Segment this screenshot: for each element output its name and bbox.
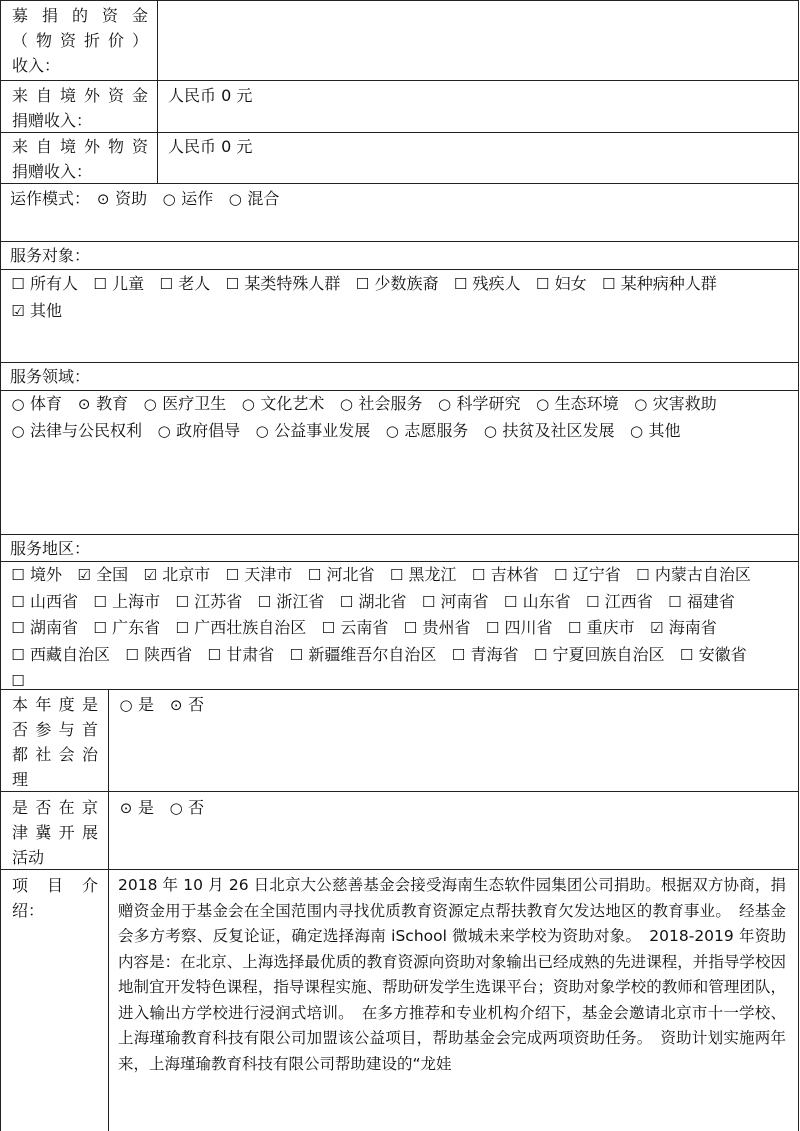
checkbox-label: 西藏自治区 <box>30 644 111 664</box>
checkbox-icon: ☐ <box>11 645 25 664</box>
checkbox-label: 河南省 <box>440 591 489 611</box>
jingjinji-options <box>118 795 778 822</box>
checkbox-option[interactable] <box>10 671 30 690</box>
radio-option[interactable] <box>535 394 619 413</box>
checkbox-icon: ☐ <box>567 619 582 637</box>
checkbox-label: 吉林省 <box>490 565 539 584</box>
radio-icon: ○ <box>119 696 133 714</box>
radio-selected-icon: ⊙ <box>169 696 183 714</box>
jingjinji-label: 是否在京 津冀开展 活动 <box>12 798 98 867</box>
row-divider <box>0 241 799 242</box>
checkbox-label: 妇女 <box>554 274 587 293</box>
radio-icon: ○ <box>228 190 242 208</box>
radio-icon: ○ <box>169 799 183 817</box>
capital-governance-label: 本年度是 否参与首 都社会治 理 <box>12 695 98 789</box>
checkbox-label: 安徽省 <box>698 644 747 664</box>
checkbox-option[interactable] <box>256 592 324 611</box>
checkbox-icon: ☐ <box>93 619 107 637</box>
radio-label: 政府倡导 <box>176 420 241 440</box>
checkbox-option[interactable] <box>503 592 571 611</box>
checkbox-label: 江苏省 <box>194 591 243 611</box>
radio-label: 生态环境 <box>554 394 619 413</box>
checkbox-icon: ☐ <box>257 592 272 611</box>
radio-label: 志愿服务 <box>404 420 469 440</box>
radio-label: 教育 <box>96 394 129 413</box>
checkbox-label: 天津市 <box>244 565 293 584</box>
radio-option[interactable] <box>437 394 521 413</box>
row-divider <box>0 362 799 363</box>
checkbox-label: 湖北省 <box>358 591 407 611</box>
checkbox-icon: ☐ <box>11 672 25 690</box>
radio-icon: ○ <box>143 395 157 413</box>
checkbox-option[interactable] <box>288 645 436 664</box>
checkbox-icon: ☐ <box>11 592 25 611</box>
table-border-top <box>0 0 799 1</box>
checkbox-icon: ☐ <box>679 645 694 664</box>
checkbox-option[interactable] <box>567 618 635 637</box>
checkbox-icon: ☐ <box>403 619 418 637</box>
checkbox-icon: ☐ <box>471 566 486 584</box>
checkbox-label: 青海省 <box>470 644 519 664</box>
checkbox-icon: ☐ <box>533 645 548 664</box>
checkbox-icon: ☐ <box>125 645 139 664</box>
radio-icon: ○ <box>438 395 452 413</box>
radio-option[interactable] <box>142 394 226 413</box>
checkbox-label: 浙江省 <box>276 591 325 611</box>
checkbox-option[interactable] <box>421 592 489 611</box>
checkbox-icon: ☐ <box>535 275 550 293</box>
column-divider <box>157 0 158 183</box>
radio-option[interactable] <box>254 421 370 440</box>
checkbox-icon: ☐ <box>11 619 25 637</box>
radio-checked-icon: ⊙ <box>77 395 91 413</box>
checkbox-label: 新疆维吾尔自治区 <box>308 644 437 664</box>
service-region-options <box>10 562 788 695</box>
row-divider <box>0 534 799 535</box>
checkbox-label: 北京市 <box>162 565 211 584</box>
radio-option[interactable]: ⊙ 是 <box>118 798 154 817</box>
radio-label: 扶贫及社区发展 <box>502 420 615 440</box>
checkbox-option[interactable] <box>224 274 340 293</box>
checkbox-icon: ☐ <box>451 645 466 664</box>
checkbox-icon: ☐ <box>307 566 322 584</box>
row-divider <box>0 269 799 270</box>
checkbox-option[interactable] <box>338 592 406 611</box>
checkbox-label: 境外 <box>30 565 63 584</box>
checkbox-option[interactable] <box>124 645 192 664</box>
radio-option[interactable] <box>633 394 717 413</box>
radio-selected-icon: ⊙ <box>96 190 110 208</box>
foreign-goods-value: 人民币 0 元 <box>168 137 253 156</box>
checkbox-label: 残疾人 <box>472 274 521 293</box>
radio-option[interactable]: ○ 运作 <box>161 189 213 208</box>
radio-label: 灾害救助 <box>652 394 717 413</box>
checkbox-label: 黑龙江 <box>408 565 457 584</box>
radio-icon: ○ <box>634 395 648 413</box>
radio-label: 体育 <box>30 394 63 413</box>
radio-option[interactable] <box>384 421 468 440</box>
row-divider <box>0 791 799 792</box>
checkbox-icon: ☐ <box>289 645 304 664</box>
operation-mode-row <box>10 186 788 213</box>
radio-option[interactable] <box>629 421 681 440</box>
checkbox-label: 内蒙古自治区 <box>654 565 751 584</box>
checkbox-option[interactable] <box>10 618 78 637</box>
radio-icon: ○ <box>536 395 550 413</box>
radio-option[interactable]: ○ 否 <box>168 798 204 817</box>
radio-icon: ○ <box>11 395 25 413</box>
checkbox-option[interactable] <box>553 565 621 584</box>
checkbox-option[interactable] <box>92 592 160 611</box>
radio-icon: ○ <box>339 395 353 413</box>
checkbox-option[interactable] <box>601 274 717 293</box>
checkbox-icon: ☐ <box>636 566 650 584</box>
checkbox-option[interactable] <box>533 645 665 664</box>
checkbox-label: 贵州省 <box>422 618 471 637</box>
radio-option[interactable] <box>240 394 324 413</box>
radio-label: 公益事业发展 <box>274 420 371 440</box>
radio-selected-icon: ⊙ <box>119 799 133 817</box>
checkbox-label: 山东省 <box>522 591 571 611</box>
project-intro-text: 2018 年 10 月 26 日北京大公慈善基金会接受海南生态软件园集团公司捐助。根据双方协商，捐赠资金用于基金会在全国范围内寻找优质教育资源定点帮扶教育欠发达地区的教育事业。 经基金会多方考察、反复论证，确定选择海南 iSchool 微城未来学校为资助对象。 2018-2019 年资助内容是：在北京、上海选择最优质的教育资源向资助对象输出已经成熟的先进课程，并指导学校因地制宜开发特色课程，指导课程实施、帮助研发学生选课平台；资助对象学校的教师和管理团队，进入输出方学校进行浸润式培训。 在多方推荐和专业机构介绍下，基金会邀请北京市十一学校、上海瑾瑜教育科技有限公司加盟该公益项目，帮助基金会完成两项资助任务。 资助计划实施两年来，上海瑾瑜教育科技有限公司帮助建设的“龙娃 <box>118 876 786 1073</box>
radio-option[interactable] <box>10 421 142 440</box>
radio-label: 社会服务 <box>358 394 423 413</box>
checkbox-icon: ☐ <box>159 275 173 293</box>
checkbox-option[interactable] <box>224 565 292 584</box>
checkbox-label: 上海市 <box>112 591 161 611</box>
checkbox-icon: ☐ <box>175 619 189 637</box>
checkbox-option[interactable] <box>10 645 110 664</box>
foreign-funds-value: 人民币 0 元 <box>168 86 253 105</box>
checkbox-option[interactable] <box>76 565 128 584</box>
checkbox-icon: ☐ <box>225 566 240 584</box>
checkbox-option[interactable] <box>471 565 539 584</box>
project-intro-label: 项目介 绍： <box>12 876 98 920</box>
radio-label: 科学研究 <box>456 394 521 413</box>
checkbox-label: 少数族裔 <box>374 274 439 293</box>
table-border-left <box>0 0 1 1131</box>
radio-option[interactable]: ⊙ 资助 <box>95 189 147 208</box>
checkbox-label: 宁夏回族自治区 <box>552 644 665 664</box>
radio-label: 文化艺术 <box>260 394 325 413</box>
row-divider <box>0 869 799 870</box>
checkbox-icon: ☐ <box>421 592 436 611</box>
checkbox-icon: ☐ <box>554 566 568 584</box>
checkbox-icon: ☐ <box>485 619 500 637</box>
checkbox-option[interactable] <box>10 301 62 320</box>
radio-option[interactable] <box>156 421 240 440</box>
foreign-funds-label: 来自境外资金 捐赠收入： <box>12 86 148 130</box>
checkbox-label: 所有人 <box>30 274 79 293</box>
checkbox-icon: ☐ <box>93 275 107 293</box>
checkbox-option[interactable] <box>10 565 62 584</box>
checkbox-icon: ☐ <box>355 275 370 293</box>
checkbox-label: 广东省 <box>112 618 161 637</box>
radio-option[interactable] <box>10 394 62 413</box>
checkbox-option[interactable] <box>10 274 78 293</box>
checkbox-label: 福建省 <box>686 591 735 611</box>
checkbox-label: 某类特殊人群 <box>244 274 341 293</box>
checkbox-option[interactable] <box>142 565 210 584</box>
checkbox-option[interactable] <box>585 592 653 611</box>
service-target-options <box>10 271 788 324</box>
service-target-title: 服务对象： <box>10 246 91 265</box>
checkbox-option[interactable] <box>453 274 521 293</box>
service-field-options <box>10 391 788 444</box>
checkbox-label: 湖南省 <box>30 618 79 637</box>
checkbox-label: 辽宁省 <box>572 565 621 584</box>
capital-governance-options <box>118 692 778 719</box>
checkbox-checked-icon: ☑ <box>143 566 157 584</box>
checkbox-label: 某种病种人群 <box>620 274 717 293</box>
checkbox-option[interactable] <box>649 618 717 637</box>
checkbox-icon: ☐ <box>225 275 240 293</box>
operation-mode-label: 运作模式： <box>10 189 91 208</box>
checkbox-icon: ☐ <box>602 275 616 293</box>
radio-icon: ○ <box>241 395 255 413</box>
service-field-title: 服务领域： <box>10 367 91 386</box>
checkbox-option[interactable] <box>174 592 242 611</box>
checkbox-option[interactable] <box>635 565 751 584</box>
checkbox-label: 广西壮族自治区 <box>194 618 307 637</box>
checkbox-icon: ☐ <box>339 592 354 611</box>
checkbox-checked-icon: ☑ <box>11 301 25 320</box>
radio-label: 法律与公民权利 <box>30 420 143 440</box>
checkbox-checked-icon: ☑ <box>77 566 91 584</box>
checkbox-label: 四川省 <box>504 618 553 637</box>
radio-icon: ○ <box>385 421 399 440</box>
checkbox-label: 云南省 <box>340 618 389 637</box>
checkbox-icon: ☐ <box>93 592 107 611</box>
checkbox-label: 海南省 <box>668 618 717 637</box>
foreign-goods-label: 来自境外物资 捐赠收入： <box>12 137 148 181</box>
checkbox-option[interactable] <box>92 618 160 637</box>
checkbox-option[interactable] <box>679 645 747 664</box>
checkbox-option[interactable] <box>402 618 470 637</box>
service-region-title: 服务地区： <box>10 539 91 558</box>
checkbox-option[interactable] <box>535 274 587 293</box>
radio-label: 医疗卫生 <box>162 394 227 413</box>
checkbox-icon: ☐ <box>453 275 468 293</box>
radio-option[interactable] <box>338 394 422 413</box>
checkbox-option[interactable] <box>485 618 553 637</box>
radio-option[interactable]: ○ 混合 <box>227 189 279 208</box>
checkbox-option[interactable] <box>389 565 457 584</box>
checkbox-label: 其他 <box>30 300 63 320</box>
radio-option[interactable] <box>482 421 614 440</box>
radio-icon: ○ <box>255 421 269 440</box>
checkbox-label: 儿童 <box>112 274 145 293</box>
radio-icon: ○ <box>630 421 644 440</box>
row-divider <box>0 80 799 81</box>
column-divider <box>108 689 109 1131</box>
checkbox-icon: ☐ <box>668 592 682 611</box>
checkbox-option[interactable] <box>174 618 306 637</box>
checkbox-option[interactable] <box>450 645 518 664</box>
radio-option[interactable] <box>76 394 128 413</box>
checkbox-option[interactable] <box>158 274 210 293</box>
checkbox-option[interactable] <box>92 274 144 293</box>
radio-icon: ○ <box>11 421 25 440</box>
checkbox-label: 甘肃省 <box>226 644 275 664</box>
checkbox-label: 山西省 <box>30 591 79 611</box>
checkbox-icon: ☐ <box>321 619 336 637</box>
checkbox-icon: ☐ <box>503 592 518 611</box>
checkbox-label: 重庆市 <box>586 618 635 637</box>
checkbox-option[interactable] <box>667 592 735 611</box>
checkbox-label: 河北省 <box>326 565 375 584</box>
donation-goods-label: 募捐的资金 （物资折价） 收入： <box>12 6 148 75</box>
checkbox-icon: ☐ <box>11 566 25 584</box>
radio-option[interactable]: ⊙ 否 <box>168 695 204 714</box>
checkbox-option[interactable] <box>320 618 388 637</box>
checkbox-icon: ☐ <box>389 566 404 584</box>
checkbox-icon: ☐ <box>175 592 189 611</box>
radio-icon: ○ <box>157 421 171 440</box>
radio-icon: ○ <box>483 421 497 440</box>
radio-label: 其他 <box>648 420 681 440</box>
checkbox-label: 江西省 <box>604 591 653 611</box>
checkbox-option[interactable] <box>306 565 374 584</box>
table-border-right <box>798 0 799 1131</box>
checkbox-label: 老人 <box>178 274 211 293</box>
checkbox-icon: ☐ <box>11 275 25 293</box>
checkbox-option[interactable] <box>206 645 274 664</box>
checkbox-checked-icon: ☑ <box>650 619 664 637</box>
radio-icon: ○ <box>162 190 176 208</box>
checkbox-label: 全国 <box>96 565 129 584</box>
checkbox-option[interactable] <box>354 274 438 293</box>
radio-option[interactable]: ○ 是 <box>118 695 154 714</box>
checkbox-option[interactable] <box>10 592 78 611</box>
checkbox-icon: ☐ <box>586 592 600 611</box>
checkbox-label: 陕西省 <box>144 644 193 664</box>
checkbox-icon: ☐ <box>207 645 221 664</box>
